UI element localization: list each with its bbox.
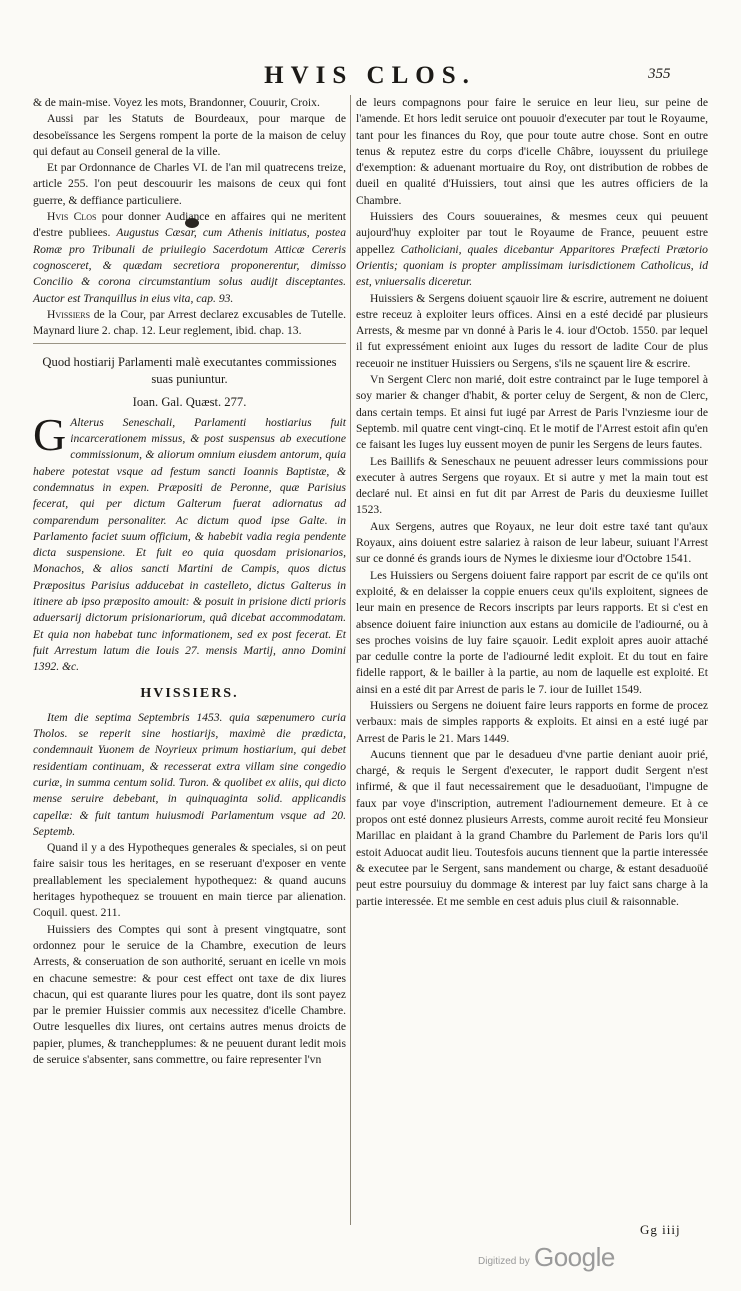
paragraph-text: Huissiers des Cours souueraines, & mesmes ceux qui peuuent aujourd'huy exploiter par tout le Royaume de France, peuuent estre appellez [356, 210, 708, 256]
paragraph: Aussi par les Statuts de Bourdeaux, pour marque de desobeïssance les Sergens rompent la porte de la maison de celuy qui defaut au Conseil general de la ville. [33, 112, 346, 158]
running-head [0, 62, 741, 92]
paragraph: Huissiers des Comptes qui sont à present vingtquatre, sont ordonnez pour le seruice de la Chambre, execution de leurs Arrests, & conseruation de son authorité, seruant en icelle vn mois en chacune semestre: & pour cest effect ont taxe de dix liures chacun, qui est quarante liures pour les quatre, dont ils sont payez par le premier Huissier commis aux necessitez d'icelle Chambre. Outre lesquelles dix liures, ont certains autres menus droicts de papier, plumes, & tranchepplumes: & ne peuuent durant ledit mois de seruice s'absenter, sans commettre, ou faire representer l'vn [33, 922, 346, 1067]
paragraph [33, 307, 346, 340]
paragraph: Aucuns tiennent que par le desadueu d'vne partie deniant auoir prié, chargé, & requis le Sergent d'executer, le rapport dudit Sergent n'est infirmé, & que il faut necessairement que le desaduoüant, l'impugne de faux par voye d'inscription, autrement l'adiournement demeure. Et à ce propos ont esté donnez plusieurs Arrests, comme auroit recité feu Monsieur Marillac en plaidant à la grand Chambre du Parlement de Paris lors qu'il estoit Aduocat audit lieu. Toutesfois aucuns tiennent que la partie interessée & executee par le Sergent, sans mandement ou charge, & estant desaduoüé peut estre poursuiuy du dommage & interest par luy faict sans charge à la partie interessée. Et me semble en cest aduis plus ciuil & raisonnable. [356, 747, 708, 908]
latin-quotation: Augustus Cæsar, cum Athenis initiatus, postea Romæ pro Tribunali de priuilegio Sacerdotum Atticæ Cereris cognosceret, & quædam secretiora proponerentur, dimisso Concilio & corona circumstantium solus audijt disceptantes. Auctor est Tranquillus in eius vita, cap. 93. [33, 226, 346, 305]
paragraph [33, 209, 346, 307]
digitized-by-label: Digitized by [478, 1256, 530, 1267]
running-title: HVIS CLOS. [264, 62, 476, 89]
paragraph: Aux Sergens, autres que Royaux, ne leur doit estre taxé tant qu'aux Royaux, ains doiuent estre salariez à raison de leur labeur, suiuant l'Arrest sur ce donné és grands iours de Nymes le dixiesme iour d'Octobre 1541. [356, 519, 708, 566]
paragraph [356, 209, 708, 290]
paragraph: & de main-mise. Voyez les mots, Brandonner, Couurir, Croix. [33, 96, 320, 109]
section-rule [33, 343, 346, 344]
latin-extract [33, 408, 346, 676]
entry-headword: Hvissiers [47, 307, 91, 321]
paragraph: Huissiers & Sergens doiuent sçauoir lire & escrire, autrement ne doiuent estre receuz à exploiter leurs offices. Ainsi en a esté decidé par plusieurs Arrests, & mesme par vn donné à Paris le 4. iour d'Octob. 1550. par lequel il fut expressément enioint aux Iuges du ressort de ladite Cour de plus receuoir ne instituer Huissiers ou Sergens, s'ils ne sçauent lire & escrire. [356, 291, 708, 370]
right-column [356, 95, 708, 910]
paragraph: Huissiers ou Sergens ne doiuent faire leurs rapports en forme de procez verbaux: mais de simples rapports & exploits. Et ainsi en a esté iugé par Arrest de Paris le 21. Mars 1449. [356, 698, 708, 745]
paragraph: Les Huissiers ou Sergens doiuent faire rapport par escrit de ce qu'ils ont exploité, & en delaisser la coppie enuers ceux qu'ils exploitent, signees de leur main en presence de Recors inscripts par leurs rapports. Et si c'est en absence doiuent faire iniunction aux estans au domicile de l'adiourné, ou à ses proches voisins de luy faire sçauoir. Ledit exploit apres auoir attaché par cedulle contre la porte de l'adiourné ledit exploit. Et du tout en faire fidelle rapport, & le bailler à la partie, au nom de laquelle est exploité. Et ainsi en a esté dit par Arrest de paris le 7. iour de Iuillet 1549. [356, 568, 708, 696]
paragraph: Les Baillifs & Seneschaux ne peuuent adresser leurs commissions pour executer à autres Sergens que royaux. Et si autre y met la main tout est declaré nul. Et ainsi en fut dit par Arrest de Paris du deuxiesme Iuillet 1523. [356, 454, 708, 517]
paragraph-text: de la Cour, par Arrest declarez excusables de Tutelle. Maynard liure 2. chap. 12. Leur reglement, ibid. chap. 13. [33, 307, 346, 338]
citation: Ioan. Gal. Quæst. 277. [132, 395, 247, 410]
page-number: 355 [648, 66, 671, 82]
latin-extract: Item die septima Septembris 1453. quia sæpenumero curia Tholos. se reperit sine hostiarijs, maximè die prædicta, condemnauit Yuonem de Noyrieux primum hostiarium, qui debet residentiam continuam, & recesserat extra villam sine congedio curiæ, in summa centum solid. Turon. & quolibet ex aliis, qui dicto mense seruire debebant, in quinquaginta solid. applicandis capellæ: & fuit tantum huiusmodi Parlamentum vsque ad 20. Septemb. [33, 710, 346, 838]
paragraph: de leurs compagnons pour faire le seruice en leur lieu, sur peine de l'amende. Et hors ledit seruice ont pouuoir d'executer par tout le Royaume, tant pour les finances du Roy, que pour toute autre chose. Sont en outre tenus & reputez estre du corps d'icelle Châbre, iouyssent du priuilege d'exemption: & aduenant mortuaire du Roy, ont distribution de robbes de dueil en qualité d'Huissiers, tout ainsi que les autres officiers de la Chambre. [356, 96, 708, 207]
latin-rubric: Quod hostiarij Parlamenti malè executantes commissiones suas puniuntur. [42, 355, 337, 387]
section-heading: HVISSIERS. [140, 685, 239, 701]
entry-headword: Hvis Clos [47, 210, 97, 224]
paragraph-text: pour donner Audiance en affaires qui ne meritent d'estre publiees. [33, 210, 346, 240]
drop-capital: G [33, 408, 67, 460]
signature-mark: Gg iiij [640, 1222, 681, 1237]
latin-extract-text: Alterus Seneschali, Parlamenti hostiarius fuit incarcerationem missus, & post suspensus ab executione commissionum, & aliorum omnium eiusdem antorum, quia habere potestat vsque ad festum sancti Ioannis Baptistæ, & condemnatus in expen. Præpositi de Peronne, quæ Parisius fecerat, qui per dictum Galterum fuerat adiornatus ad comparendum personaliter. Ac dictum quod ipse Galte. in Parlamento faciet suum officium, & habebit vadia regia pendente dicta suspensione. Et fuit eo quia quosdam prisionarios, Monachos, & alios sancti Martini de Campis, quos dictus Præpositus Parisius adducebat in castelleto, dictus Galterus in itinere ab ipso præposito amouit: & posuit in prisione dicti prioris aduersarij dictorum prisionariorum, quâ dicebat accommodatam. Et quia non habebat tunc informationem, sed ex post fecerat. Et fuit Arrestum latum die Iouis 27. mensis Martij, anno Domini 1392. &c. [33, 415, 346, 674]
left-column [33, 95, 346, 1068]
google-logo: Google [534, 1242, 615, 1272]
paragraph: Et par Ordonnance de Charles VI. de l'an mil quatrecens treize, article 255. l'on peut descouurir les maisons de ceux qui font guerre, & deffiance particuliere. [33, 161, 346, 207]
paragraph: Vn Sergent Clerc non marié, doit estre contrainct par le Iuge temporel à soy marier & changer d'habit, & porter celuy de Sergent, & non de Clerc, dans certain temps. Et ainsi fut iugé par Arrest de Paris l'vnziesme iour de Septemb. mil quatre cent vingt-cinq. Et le motif de l'Arrest estoit afin qu'en ce faisant les Iuges luy eussent moyen de punir les Sergens de leurs fautes. [356, 373, 708, 452]
latin-quotation: Catholiciani, quales dicebantur Apparitores Præfecti Prætorio Orientis; quoniam is propter amplissimam iurisdictionem Catholicus, id est, vniuersalis diceretur. [356, 242, 708, 289]
column-divider [350, 95, 351, 1225]
paragraph: Quand il y a des Hypotheques generales & speciales, si on peut faire saisir tous les heritages, en se reseruant d'exposer en vente preallablement les specialement hypothequez: & quand aucuns heritages hypothequez se trouuent en main tierce par alienation. Coquil. quest. 211. [33, 841, 346, 920]
